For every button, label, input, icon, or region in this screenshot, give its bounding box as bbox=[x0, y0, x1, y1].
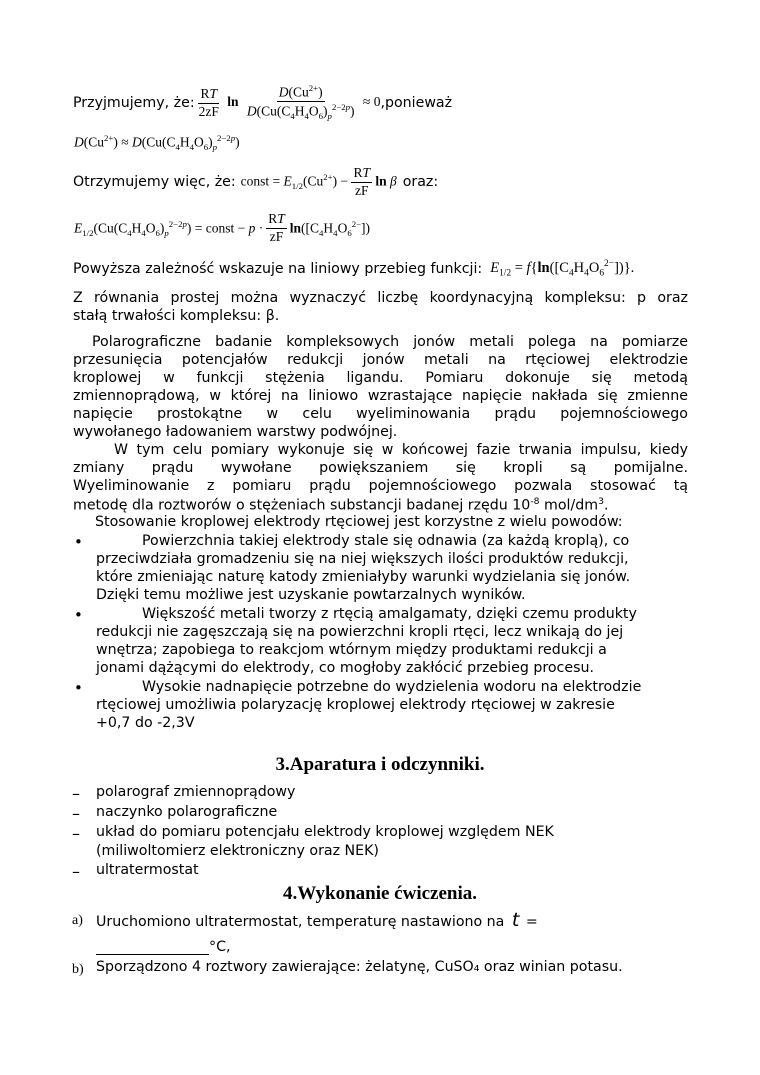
item-label-b: b) bbox=[72, 962, 84, 977]
text-line: W tym celu pomiary wykonuje się w końcowej fazie trwania impulsu, kiedy bbox=[114, 442, 688, 458]
section-heading-apparatus: 3.Aparatura i odczynniki. bbox=[275, 754, 485, 775]
section-heading-procedure: 4.Wykonanie ćwiczenia. bbox=[282, 883, 478, 904]
bullet-line: wnętrza; zapobiega to reakcjom wtórnym między produktami redukcji a bbox=[96, 642, 607, 658]
list-item: układ do pomiaru potencjału elektrody kroplowej względem NEK bbox=[96, 824, 554, 840]
linear-function-line: Powyższa zależność wskazuje na liniowy przebieg funkcji: $E_{1/2} = f\{\ln([C_4H_4O_6^{2-}])\}$. bbox=[73, 259, 635, 279]
bullet-line: Dzięki temu możliwe jest uzyskanie powtarzalnych wyników. bbox=[96, 587, 526, 603]
text-line: Stosowanie kroplowej elektrody rtęciowej jest korzystne z wielu powodów: bbox=[95, 514, 623, 530]
bullet-line: Wysokie nadnapięcie potrzebne do wydzielenia wodoru na elektrodzie bbox=[142, 679, 642, 695]
bullet-marker: • bbox=[74, 679, 83, 697]
therefore-label: Otrzymujemy więc, że: bbox=[73, 174, 236, 191]
text-line: kroplowej w funkcji stężenia ligandu. Pomiaru dokonuje się metodą bbox=[73, 370, 688, 386]
bullet-line: redukcji nie zagęszczają się na powierzchni kropli rtęci, lecz wnikają do jej bbox=[96, 624, 624, 640]
text-line: wywołanego ładowaniem warstwy podwójnej. bbox=[73, 424, 398, 440]
list-item: polarograf zmiennoprądowy bbox=[96, 784, 296, 800]
bullet-line: które zmieniając naturę katody zmieniałyby warunki wydzielania się jonów. bbox=[96, 569, 631, 585]
approx-zero: ≈ 0 bbox=[362, 94, 381, 110]
dash-marker: – bbox=[72, 824, 80, 843]
bullet-line: jonami dążącymi do elektrody, co mogłoby zakłócić przebieg procesu. bbox=[96, 660, 594, 676]
linear-label: Powyższa zależność wskazuje na liniowy przebieg funkcji: bbox=[73, 260, 483, 277]
list-item: naczynko polarograficzne bbox=[96, 804, 278, 820]
bullet-marker: • bbox=[74, 533, 83, 551]
text-line: stałą trwałości kompleksu: β. bbox=[73, 308, 280, 324]
list-item-continuation: (miliwoltomierz elektroniczny oraz NEK) bbox=[96, 843, 379, 859]
bullet-marker: • bbox=[74, 606, 83, 624]
equation-half-wave: $E_{1/2}(Cu(C_4H_4O_6)_p^{2-2p})$ = const − p · $\frac{RT}{zF}$ $\ln([C_4H_4O_6^{2-}])$ bbox=[74, 211, 371, 244]
bullet-line: przeciwdziała gromadzeniu się na niej większych ilości produktów redukcji, bbox=[96, 551, 629, 567]
text-line: Z równania prostej można wyznaczyć liczbę koordynacyjną kompleksu: p oraz bbox=[73, 290, 688, 306]
equation-assumption: Przyjmujemy, że: $\frac{RT}{2zF}$ ln $\frac{D(Cu^{2+})}{D(Cu(C_4H_4O_6)_p^{2-2p})}$ ≈ 0 ,ponieważ bbox=[73, 83, 453, 122]
text-line-concentration: metodę dla roztworów o stężeniach substancji badanej rzędu $10^{-8}$ mol/$dm^3$. bbox=[73, 496, 609, 514]
dash-marker: – bbox=[72, 804, 80, 823]
temperature-blank[interactable] bbox=[96, 940, 209, 955]
temperature-field[interactable]: °C, bbox=[96, 939, 231, 955]
bullet-line: Większość metali tworzy z rtęcią amalgamaty, dzięki czemu produkty bbox=[142, 606, 637, 622]
procedure-step-a: Uruchomiono ultratermostat, temperaturę nastawiono na t = bbox=[96, 909, 538, 931]
bullet-line: +0,7 do -2,3V bbox=[96, 715, 195, 731]
text-line: zmiany prądu wywołane powiększaniem się kropli są pomijalne. bbox=[73, 460, 688, 476]
list-item: ultratermostat bbox=[96, 862, 199, 878]
text-line: Polarograficzne badanie kompleksowych jonów metali polega na pomiarze bbox=[92, 334, 688, 350]
equation-diffusion-equal: $D(Cu^{2+}) \approx D(Cu(C_4H_4O_6)_p^{2-2p})$ bbox=[74, 133, 240, 153]
equation-const: Otrzymujemy więc, że: const = $E_{1/2}(Cu^{2+})$ − $\frac{RT}{zF}$ ln β oraz: bbox=[73, 165, 439, 198]
bullet-line: Powierzchnia takiej elektrody stale się odnawia (za każdą kroplą), co bbox=[142, 533, 630, 549]
dash-marker: – bbox=[72, 862, 80, 881]
text-line: napięcie prostokątne w celu wyeliminowania prądu pojemnościowego bbox=[73, 406, 688, 422]
dash-marker: – bbox=[72, 784, 80, 803]
item-label-a: a) bbox=[72, 913, 83, 928]
bullet-line: rtęciowej umożliwia polaryzację kroplowej elektrody rtęciowej w zakresie bbox=[96, 697, 615, 713]
text-line: przesunięcia potencjałów redukcji jonów metali na rtęciowej elektrodzie bbox=[73, 352, 688, 368]
assumption-label: Przyjmujemy, że: bbox=[73, 95, 195, 112]
and-label: oraz: bbox=[402, 174, 439, 191]
text-line: zmiennoprądową, w której na liniowo wzrastające napięcie nakłada się zmienne bbox=[73, 388, 688, 404]
procedure-step-b: Sporządzono 4 roztwory zawierające: żelatynę, CuSO₄ oraz winian potasu. bbox=[96, 959, 623, 975]
because-label: ,ponieważ bbox=[380, 95, 453, 112]
text-line: Wyeliminowanie z pomiaru prądu pojemnościowego pozwala stosować tą bbox=[73, 478, 688, 494]
